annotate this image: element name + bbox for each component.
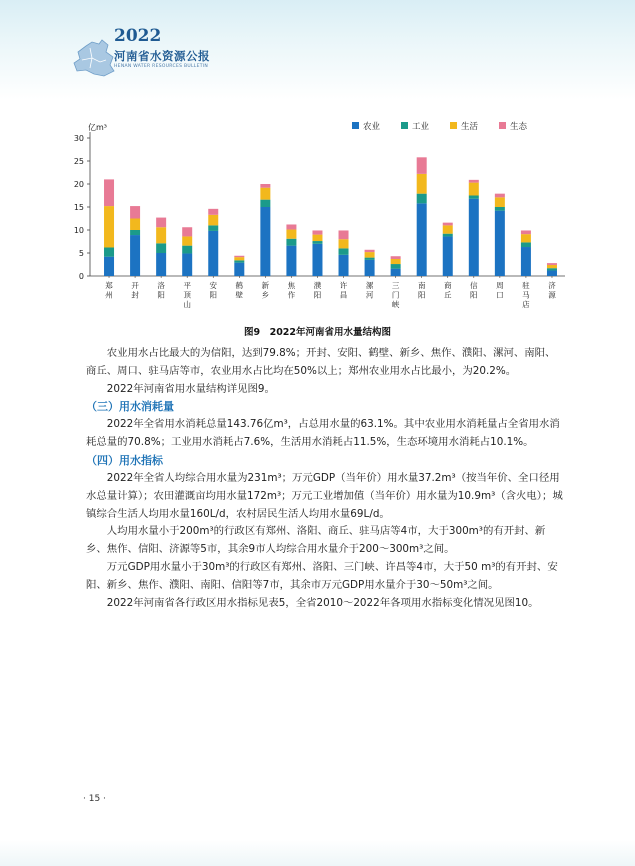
bar-segment-信阳-工业 [469, 196, 479, 199]
paragraph-per-capita: 人均用水量小于200m³的行政区有郑州、洛阳、商丘、驻马店等4市，大于300m³的有开封、新乡、焦作、信阳、济源等5市，其余9市人均综合用水量介于200～300m³之间。 [86, 525, 546, 556]
bar-segment-信阳-生态 [469, 180, 479, 183]
water-use-structure-chart [60, 112, 570, 322]
bar-segment-三门峡-农业 [391, 269, 401, 276]
bar-segment-南阳-农业 [417, 203, 427, 276]
bar-segment-平顶山-生活 [182, 236, 192, 245]
legend-label-生活: 生活 [461, 122, 479, 132]
x-tick-label-周口: 周口 [496, 281, 504, 300]
x-tick-label-焦作: 焦作 [287, 281, 296, 300]
bar-segment-商丘-生活 [443, 225, 453, 233]
x-tick-label-新乡: 新乡 [261, 281, 270, 300]
bar-segment-周口-生态 [495, 194, 505, 198]
bar-segment-济源-生态 [547, 263, 557, 265]
bar-segment-周口-工业 [495, 207, 505, 211]
x-tick-label-开封: 开封 [131, 281, 139, 300]
bar-segment-濮阳-农业 [312, 244, 322, 276]
bar-segment-安阳-生活 [208, 215, 218, 226]
chart-legend [352, 121, 528, 132]
bar-segment-驻马店-生态 [521, 230, 531, 234]
figure-caption: 图9 2022年河南省用水量结构图 [243, 327, 392, 338]
bar-segment-漯河-生态 [365, 250, 375, 252]
bar-segment-开封-生态 [130, 206, 140, 218]
bar-segment-郑州-工业 [104, 247, 114, 256]
bar-segment-周口-农业 [495, 211, 505, 276]
y-tick-label: 20 [73, 180, 84, 189]
chart-x-labels [105, 280, 556, 309]
legend-swatch-生活 [450, 122, 457, 129]
bar-segment-驻马店-工业 [521, 242, 531, 247]
bar-segment-鹤壁-生活 [234, 257, 244, 260]
header-title: 河南省水资源公报 [114, 49, 210, 63]
x-tick-label-安阳: 安阳 [209, 281, 217, 300]
bar-segment-三门峡-生活 [391, 259, 401, 264]
paragraph-consumption: 2022年全省用水消耗总量143.76亿m³，占总用水量的63.1%。其中农业用水消耗量占全省用水消耗总量的70.8%；工业用水消耗占7.6%，生活用水消耗占11.5%，生态环境用水消耗占10.1%。 [86, 418, 560, 449]
legend-swatch-工业 [401, 122, 408, 129]
x-tick-label-濮阳: 濮阳 [313, 281, 322, 300]
x-tick-label-许昌: 许昌 [339, 281, 348, 300]
y-tick-label: 5 [78, 249, 84, 258]
bar-segment-鹤壁-农业 [234, 263, 244, 276]
bar-segment-开封-农业 [130, 235, 140, 276]
bar-segment-新乡-工业 [260, 200, 270, 207]
x-tick-label-济源: 济源 [548, 281, 556, 300]
body-text [86, 345, 564, 612]
bar-segment-濮阳-生态 [312, 230, 322, 234]
x-tick-label-平顶山: 平顶山 [183, 281, 191, 309]
legend-swatch-生态 [499, 122, 506, 129]
henan-map-logo-icon [72, 38, 116, 78]
bar-segment-许昌-工业 [339, 248, 349, 254]
bar-segment-濮阳-生活 [312, 235, 322, 241]
page-number: · 15 · [83, 794, 106, 804]
y-tick-label: 25 [73, 157, 84, 166]
x-tick-label-鹤壁: 鹤壁 [235, 281, 244, 300]
x-tick-label-洛阳: 洛阳 [157, 281, 165, 300]
bar-segment-漯河-农业 [365, 260, 375, 276]
bar-segment-南阳-工业 [417, 194, 427, 204]
section-heading-consumption: （三）用水消耗量 [86, 400, 174, 414]
x-tick-label-南阳: 南阳 [417, 281, 426, 300]
bar-segment-商丘-生态 [443, 223, 453, 226]
y-tick-label: 30 [73, 134, 84, 143]
bar-segment-三门峡-工业 [391, 264, 401, 269]
bar-segment-平顶山-农业 [182, 253, 192, 276]
bar-segment-安阳-生态 [208, 209, 218, 215]
bar-segment-安阳-工业 [208, 225, 218, 231]
x-tick-label-商丘: 商丘 [444, 281, 452, 300]
bar-segment-平顶山-工业 [182, 246, 192, 254]
bar-segment-濮阳-工业 [312, 241, 322, 244]
bar-segment-南阳-生态 [417, 157, 427, 174]
bar-segment-洛阳-生活 [156, 227, 166, 243]
bar-segment-商丘-工业 [443, 234, 453, 237]
bar-segment-新乡-生活 [260, 188, 270, 200]
bar-segment-鹤壁-生态 [234, 256, 244, 257]
bar-segment-许昌-生活 [339, 239, 349, 248]
bar-segment-平顶山-生态 [182, 227, 192, 236]
bar-segment-郑州-生活 [104, 206, 114, 247]
bar-segment-信阳-农业 [469, 199, 479, 276]
bar-segment-鹤壁-工业 [234, 260, 244, 262]
paragraph-see-figure: 2022年河南省用水量结构详见图9。 [106, 382, 275, 395]
x-tick-label-郑州: 郑州 [105, 281, 113, 300]
legend-label-生态: 生态 [510, 122, 528, 132]
bar-segment-驻马店-农业 [521, 247, 531, 276]
page-header [0, 0, 635, 100]
bar-segment-济源-工业 [547, 268, 557, 270]
bar-segment-信阳-生活 [469, 183, 479, 196]
bar-segment-新乡-农业 [260, 207, 270, 276]
bar-segment-济源-生活 [547, 265, 557, 268]
y-tick-label: 0 [78, 272, 84, 281]
bar-segment-郑州-生态 [104, 179, 114, 206]
bar-segment-许昌-农业 [339, 255, 349, 276]
bar-segment-许昌-生态 [339, 230, 349, 239]
bar-segment-洛阳-生态 [156, 218, 166, 228]
x-tick-label-信阳: 信阳 [470, 281, 478, 300]
y-tick-label: 10 [73, 226, 84, 235]
bar-segment-南阳-生活 [417, 174, 427, 194]
chart-bars [104, 157, 557, 276]
bar-segment-驻马店-生活 [521, 234, 531, 242]
bar-segment-开封-工业 [130, 230, 140, 235]
x-tick-label-漯河: 漯河 [365, 281, 374, 300]
bar-segment-三门峡-生态 [391, 256, 401, 259]
legend-label-农业: 农业 [363, 122, 381, 132]
paragraph-see-table: 2022年河南省各行政区用水指标见表5，全省2010～2022年各项用水指标变化情况见图10。 [106, 596, 539, 609]
bar-segment-开封-生活 [130, 219, 140, 231]
footer-band [0, 840, 635, 866]
bar-segment-周口-生活 [495, 197, 505, 207]
bar-segment-漯河-工业 [365, 258, 375, 260]
bar-segment-焦作-生活 [286, 230, 296, 239]
bar-segment-郑州-农业 [104, 257, 114, 276]
header-subtitle: HENAN WATER RESOURCES BULLETIN [114, 64, 209, 69]
x-tick-label-三门峡: 三门峡 [391, 281, 400, 309]
header-year: 2022 [114, 26, 162, 46]
bar-segment-焦作-生态 [286, 224, 296, 229]
bar-segment-济源-农业 [547, 270, 557, 276]
bar-segment-新乡-生态 [260, 184, 270, 188]
legend-swatch-农业 [352, 122, 359, 129]
bar-segment-漯河-生活 [365, 252, 375, 258]
paragraph-agri-share: 农业用水占比最大的为信阳，达到79.8%；开封、安阳、鹤壁、新乡、焦作、濮阳、漯河、南阳、商丘、周口、驻马店等市，农业用水占比均在50%以上；郑州农业用水占比最小，为20.2%。 [86, 347, 556, 377]
bar-segment-焦作-农业 [286, 246, 296, 276]
bar-segment-洛阳-农业 [156, 253, 166, 276]
x-tick-label-驻马店: 驻马店 [522, 281, 530, 309]
bar-segment-商丘-农业 [443, 236, 453, 276]
section-heading-indicators: （四）用水指标 [86, 453, 163, 467]
paragraph-indicators: 2022年全省人均综合用水量为231m³；万元GDP（当年价）用水量37.2m³（按当年价、全口径用水总量计算）；农田灌溉亩均用水量172m³；万元工业增加值（当年价）用水量为10.9m³（含火电）；城镇综合生活人均用水量160L/d，农村居民生活人均用水量69L/d。 [86, 471, 563, 520]
bar-segment-安阳-农业 [208, 231, 218, 276]
y-tick-label: 15 [73, 203, 84, 212]
legend-label-工业: 工业 [412, 122, 430, 132]
paragraph-gdp-use: 万元GDP用水量小于30m³的行政区有郑州、洛阳、三门峡、许昌等4市，大于50 m³的有开封、安阳、新乡、焦作、濮阳、南阳、信阳等7市，其余市万元GDP用水量介于30～50m³之间。 [86, 560, 558, 591]
bar-segment-焦作-工业 [286, 239, 296, 246]
bar-segment-洛阳-工业 [156, 243, 166, 253]
y-axis-label: 亿m³ [88, 123, 107, 132]
